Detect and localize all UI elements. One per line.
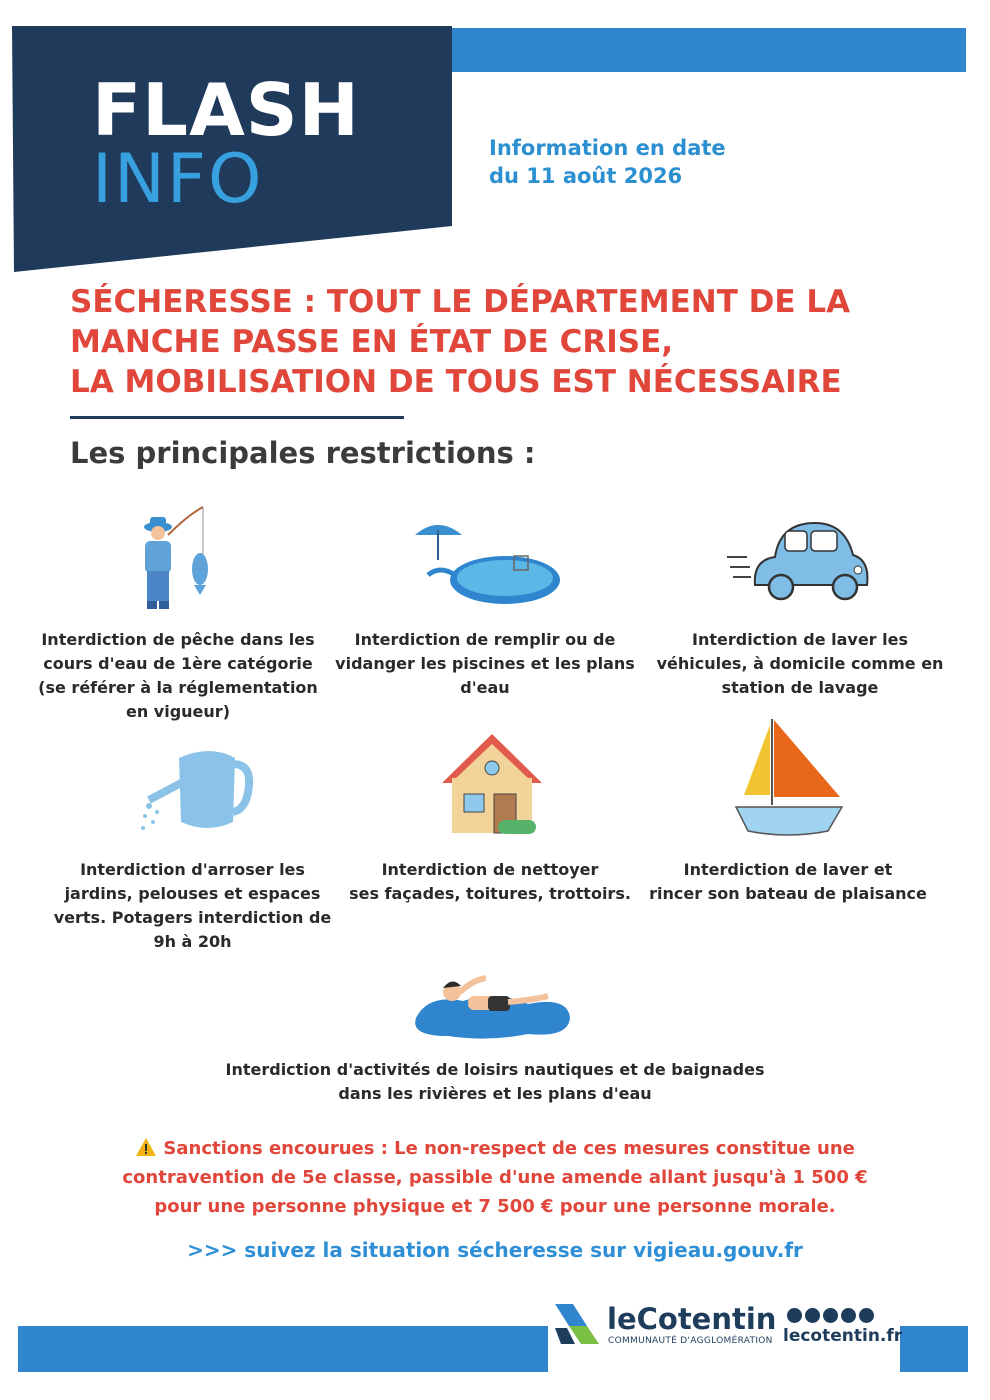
top-accent-bar (430, 28, 966, 72)
restriction-caption-vehicles: Interdiction de laver les véhicules, à domicile comme en station de lavage (656, 630, 944, 697)
restriction-caption-fishing: Interdiction de pêche dans les cours d'eau de 1ère catégorie (se référer à la réglementation en vigueur) (38, 630, 318, 721)
restriction-caption-watering: Interdiction d'arroser les jardins, pelouses et espaces verts. Potagers interdiction de 9h à 20h (53, 860, 332, 951)
date-line-1: Information en date (489, 136, 726, 160)
headline-line-3: LA MOBILISATION DE TOUS EST NÉCESSAIRE (70, 364, 842, 400)
headline-line-2: MANCHE PASSE EN ÉTAT DE CRISE, (70, 324, 674, 360)
x-icon[interactable] (805, 1308, 820, 1323)
facebook-icon[interactable] (787, 1308, 802, 1323)
divider (70, 416, 404, 419)
restriction-caption-boat: Interdiction de laver et rincer son bateau de plaisance (649, 860, 927, 903)
date-line-2: du 11 août 2026 (489, 164, 683, 188)
linkedin-icon[interactable] (859, 1308, 874, 1323)
brand-subtitle: COMMUNAUTÉ D'AGGLOMÉRATION (608, 1336, 773, 1346)
headline-line-1: SÉCHERESSE : TOUT LE DÉPARTEMENT DE LA (70, 284, 851, 320)
website-link[interactable]: lecotentin.fr (783, 1326, 903, 1346)
fisherman-icon (128, 505, 223, 620)
flash-title: FLASH (92, 68, 360, 152)
restriction-caption-facades: Interdiction de nettoyer ses façades, toitures, trottoirs. (349, 860, 631, 903)
sanctions-line-3: pour une personne physique et 7 500 € pour une personne morale. (154, 1196, 836, 1217)
instagram-icon[interactable] (841, 1308, 856, 1323)
warning-icon (135, 1137, 157, 1157)
bottom-accent-bar (18, 1326, 548, 1372)
swimmer-icon (408, 966, 576, 1042)
info-title: INFO (92, 140, 264, 219)
brand-name: leCotentin (607, 1302, 777, 1336)
house-icon (438, 728, 546, 838)
restriction-caption-pools: Interdiction de remplir ou de vidanger les piscines et les plans d'eau (335, 630, 635, 697)
pool-icon (410, 520, 560, 610)
lecotentin-logo-icon (553, 1300, 603, 1348)
restrictions-heading: Les principales restrictions : (70, 436, 536, 470)
sanctions-line-2: contravention de 5e classe, passible d'une amende allant jusqu'à 1 500 € (122, 1167, 868, 1188)
follow-link[interactable]: >>> suivez la situation sécheresse sur vigieau.gouv.fr (187, 1238, 803, 1262)
watering-can-icon (135, 742, 255, 837)
car-icon (725, 515, 875, 605)
sanctions-line-1 (60, 1134, 930, 1163)
restriction-caption-swimming: Interdiction d'activités de loisirs nautiques et de baignades dans les rivières et les plans d'eau (225, 1060, 765, 1103)
bottom-accent-bar-right (900, 1326, 968, 1372)
sanctions-text-1: Sanctions encourues : Le non-respect de ces mesures constitue une (163, 1138, 855, 1159)
sailboat-icon (730, 715, 850, 840)
youtube-icon[interactable] (823, 1308, 838, 1323)
